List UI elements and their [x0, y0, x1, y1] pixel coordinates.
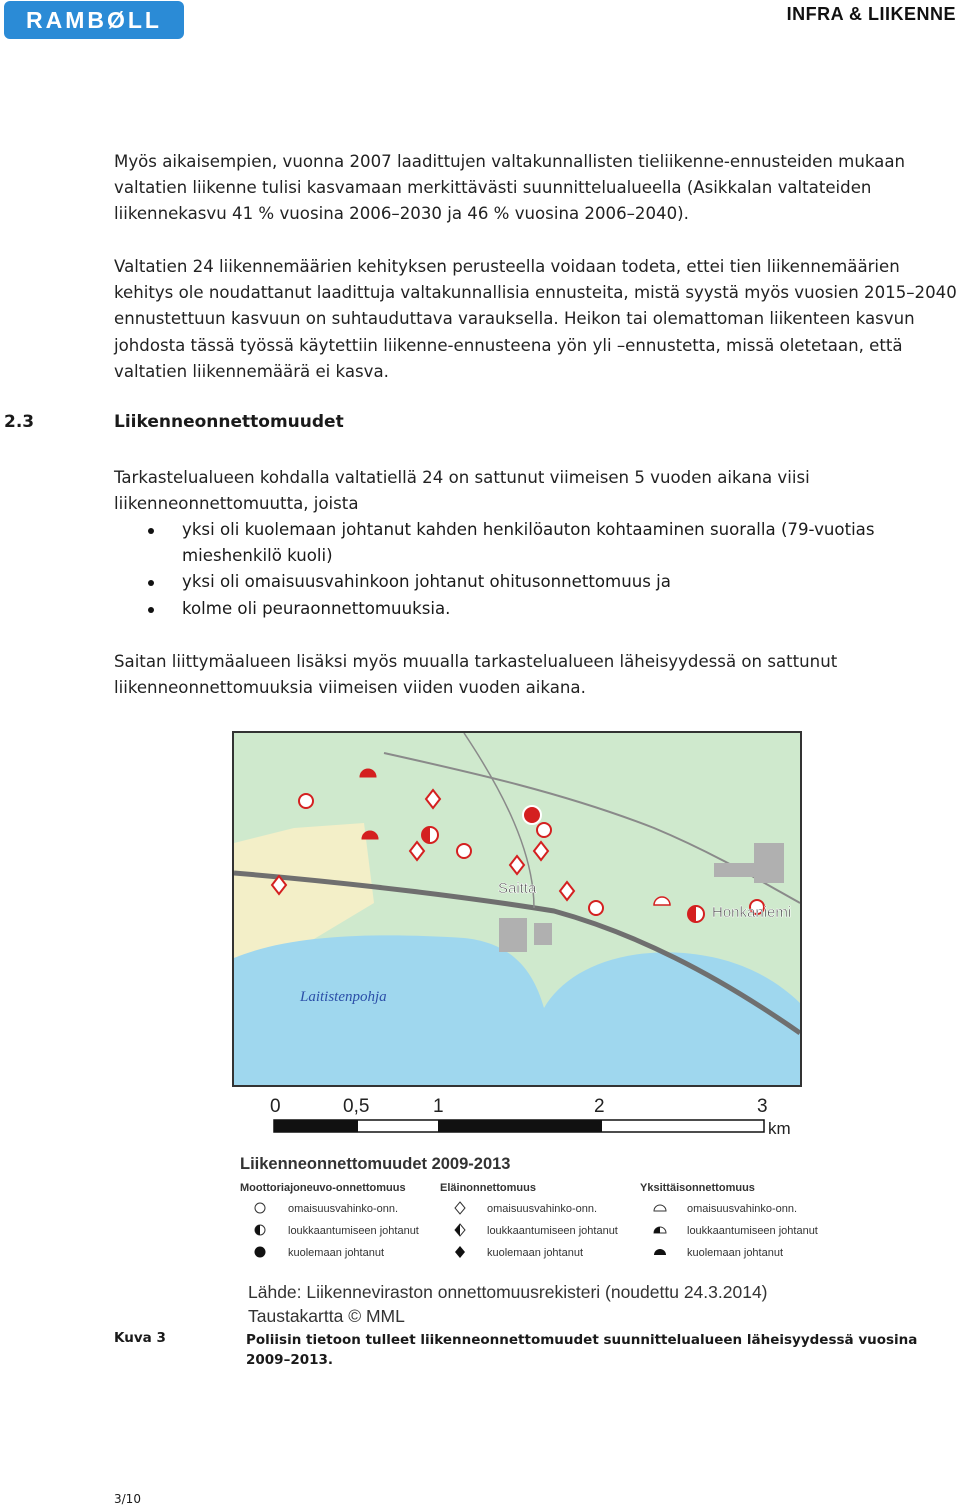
scale-tick-label: 2: [594, 1096, 605, 1117]
map-graphic: [234, 733, 800, 1085]
property-damage-marker: [589, 901, 603, 915]
legend-item: loukkaantumiseen johtanut: [487, 1225, 618, 1237]
property-damage-marker: [299, 794, 313, 808]
paragraph-accidents-intro: Tarkastelualueen kohdalla valtatiellä 24 on sattunut viimeisen 5 vuoden aikana viisi liikenneonnettomuutta, joista: [114, 468, 810, 514]
legend-item: omaisuusvahinko-onn.: [288, 1203, 399, 1215]
legend-symbol: [455, 1202, 465, 1214]
figure-caption-text: Poliisin tietoon tulleet liikenneonnettomuudet suunnittelualueen läheisyydessä vuosina 2009–2013.: [246, 1332, 918, 1368]
legend-heading: Yksittäisonnettomuus: [640, 1182, 755, 1194]
scale-tick-label: 0: [270, 1096, 281, 1117]
scale-tick-label: 0,5: [343, 1096, 370, 1117]
legend-symbol: [654, 1249, 666, 1255]
list-item: kolme oli peuraonnettomuuksia.: [114, 596, 959, 622]
map-label-honkaniemi: Honkaniemi: [712, 904, 792, 921]
legend-item: kuolemaan johtanut: [487, 1247, 584, 1259]
legend-heading: Moottoriajoneuvo-onnettomuus: [240, 1182, 406, 1194]
section-title: Liikenneonnettomuudet: [114, 412, 344, 432]
legend-symbol: [455, 1246, 465, 1258]
accident-map: [232, 731, 802, 1087]
legend-symbol: [654, 1205, 666, 1211]
paragraph-forecast-history: Myös aikaisempien, vuonna 2007 laadittujen valtakunnallisten tieliikenne-ennusteiden mukaan valtatien liikenne tulisi kasvamaan merkittävästi suunnittelualueella (Asikkalan valtateiden liikennekasvu 41 % vuosina 2006–2030 ja 46 % vuosina 2006–2040).: [114, 152, 906, 224]
legend-item: kuolemaan johtanut: [288, 1247, 385, 1259]
map-label-saitta: Saitta: [498, 880, 537, 897]
fatal-accident-marker: [523, 806, 541, 824]
legend-title: Liikenneonnettomuudet 2009-2013: [240, 1155, 511, 1173]
legend-item: omaisuusvahinko-onn.: [487, 1203, 598, 1215]
property-damage-marker: [457, 844, 471, 858]
map-label-laitistenpohja: Laitistenpohja: [300, 989, 387, 1005]
property-damage-marker: [537, 823, 551, 837]
header-section-title: INFRA & LIIKENNE: [786, 4, 956, 24]
legend-column-single: [640, 1182, 818, 1259]
list-item: yksi oli kuolemaan johtanut kahden henkilöauton kohtaaminen suoralla (79-vuotias mieshenkilö kuoli): [114, 517, 959, 569]
map-legend: [240, 1150, 860, 1330]
legend-item: loukkaantumiseen johtanut: [288, 1225, 419, 1237]
section-number: 2.3: [4, 412, 35, 432]
accident-list: [114, 517, 959, 622]
ramboll-logo: RAMBØLL: [4, 1, 184, 39]
scale-tick-label: 1: [433, 1096, 444, 1117]
scale-tick-label: 3: [757, 1096, 768, 1117]
legend-item: kuolemaan johtanut: [687, 1247, 784, 1259]
legend-item: omaisuusvahinko-onn.: [687, 1203, 798, 1215]
list-item: yksi oli omaisuusvahinkoon johtanut ohitusonnettomuus ja: [114, 569, 959, 595]
legend-source: Lähde: Liikenneviraston onnettomuusrekisteri (noudettu 24.3.2014): [248, 1282, 768, 1302]
figure-caption-label: Kuva 3: [114, 1330, 166, 1346]
scale-unit: km: [768, 1119, 791, 1138]
paragraph-other-accidents: Saitan liittymäalueen lisäksi myös muualla tarkastelualueen läheisyydessä on sattunut liikenneonnettomuuksia viimeisen viiden vuoden aikana.: [114, 652, 838, 698]
page-number: 3/10: [114, 1492, 141, 1506]
legend-column-animal: [440, 1182, 618, 1259]
legend-symbol: [255, 1247, 266, 1258]
map-scale-bar: [232, 1092, 812, 1140]
legend-symbol: [255, 1203, 265, 1213]
legend-basemap: Taustakartta © MML: [248, 1306, 405, 1326]
legend-column-vehicle: [240, 1182, 419, 1259]
legend-item: loukkaantumiseen johtanut: [687, 1225, 818, 1237]
legend-heading: Eläinonnettomuus: [440, 1182, 536, 1194]
paragraph-traffic-development: Valtatien 24 liikennemäärien kehityksen perusteella voidaan todeta, ettei tien liikennemäärien kehitys ole noudattanut laadittuja valtakunnallisia ennusteita, mistä syystä myös vuosien 2015–2040 ennustettuun kasvuun on suhtauduttava varauksella. Heikon tai olemattoman liikenteen kasvun johdosta tässä työssä käytettiin liikenne-ennusteena yön yli –ennustetta, missä oletetaan, että valtatien liikennemäärä ei kasva.: [114, 257, 957, 381]
